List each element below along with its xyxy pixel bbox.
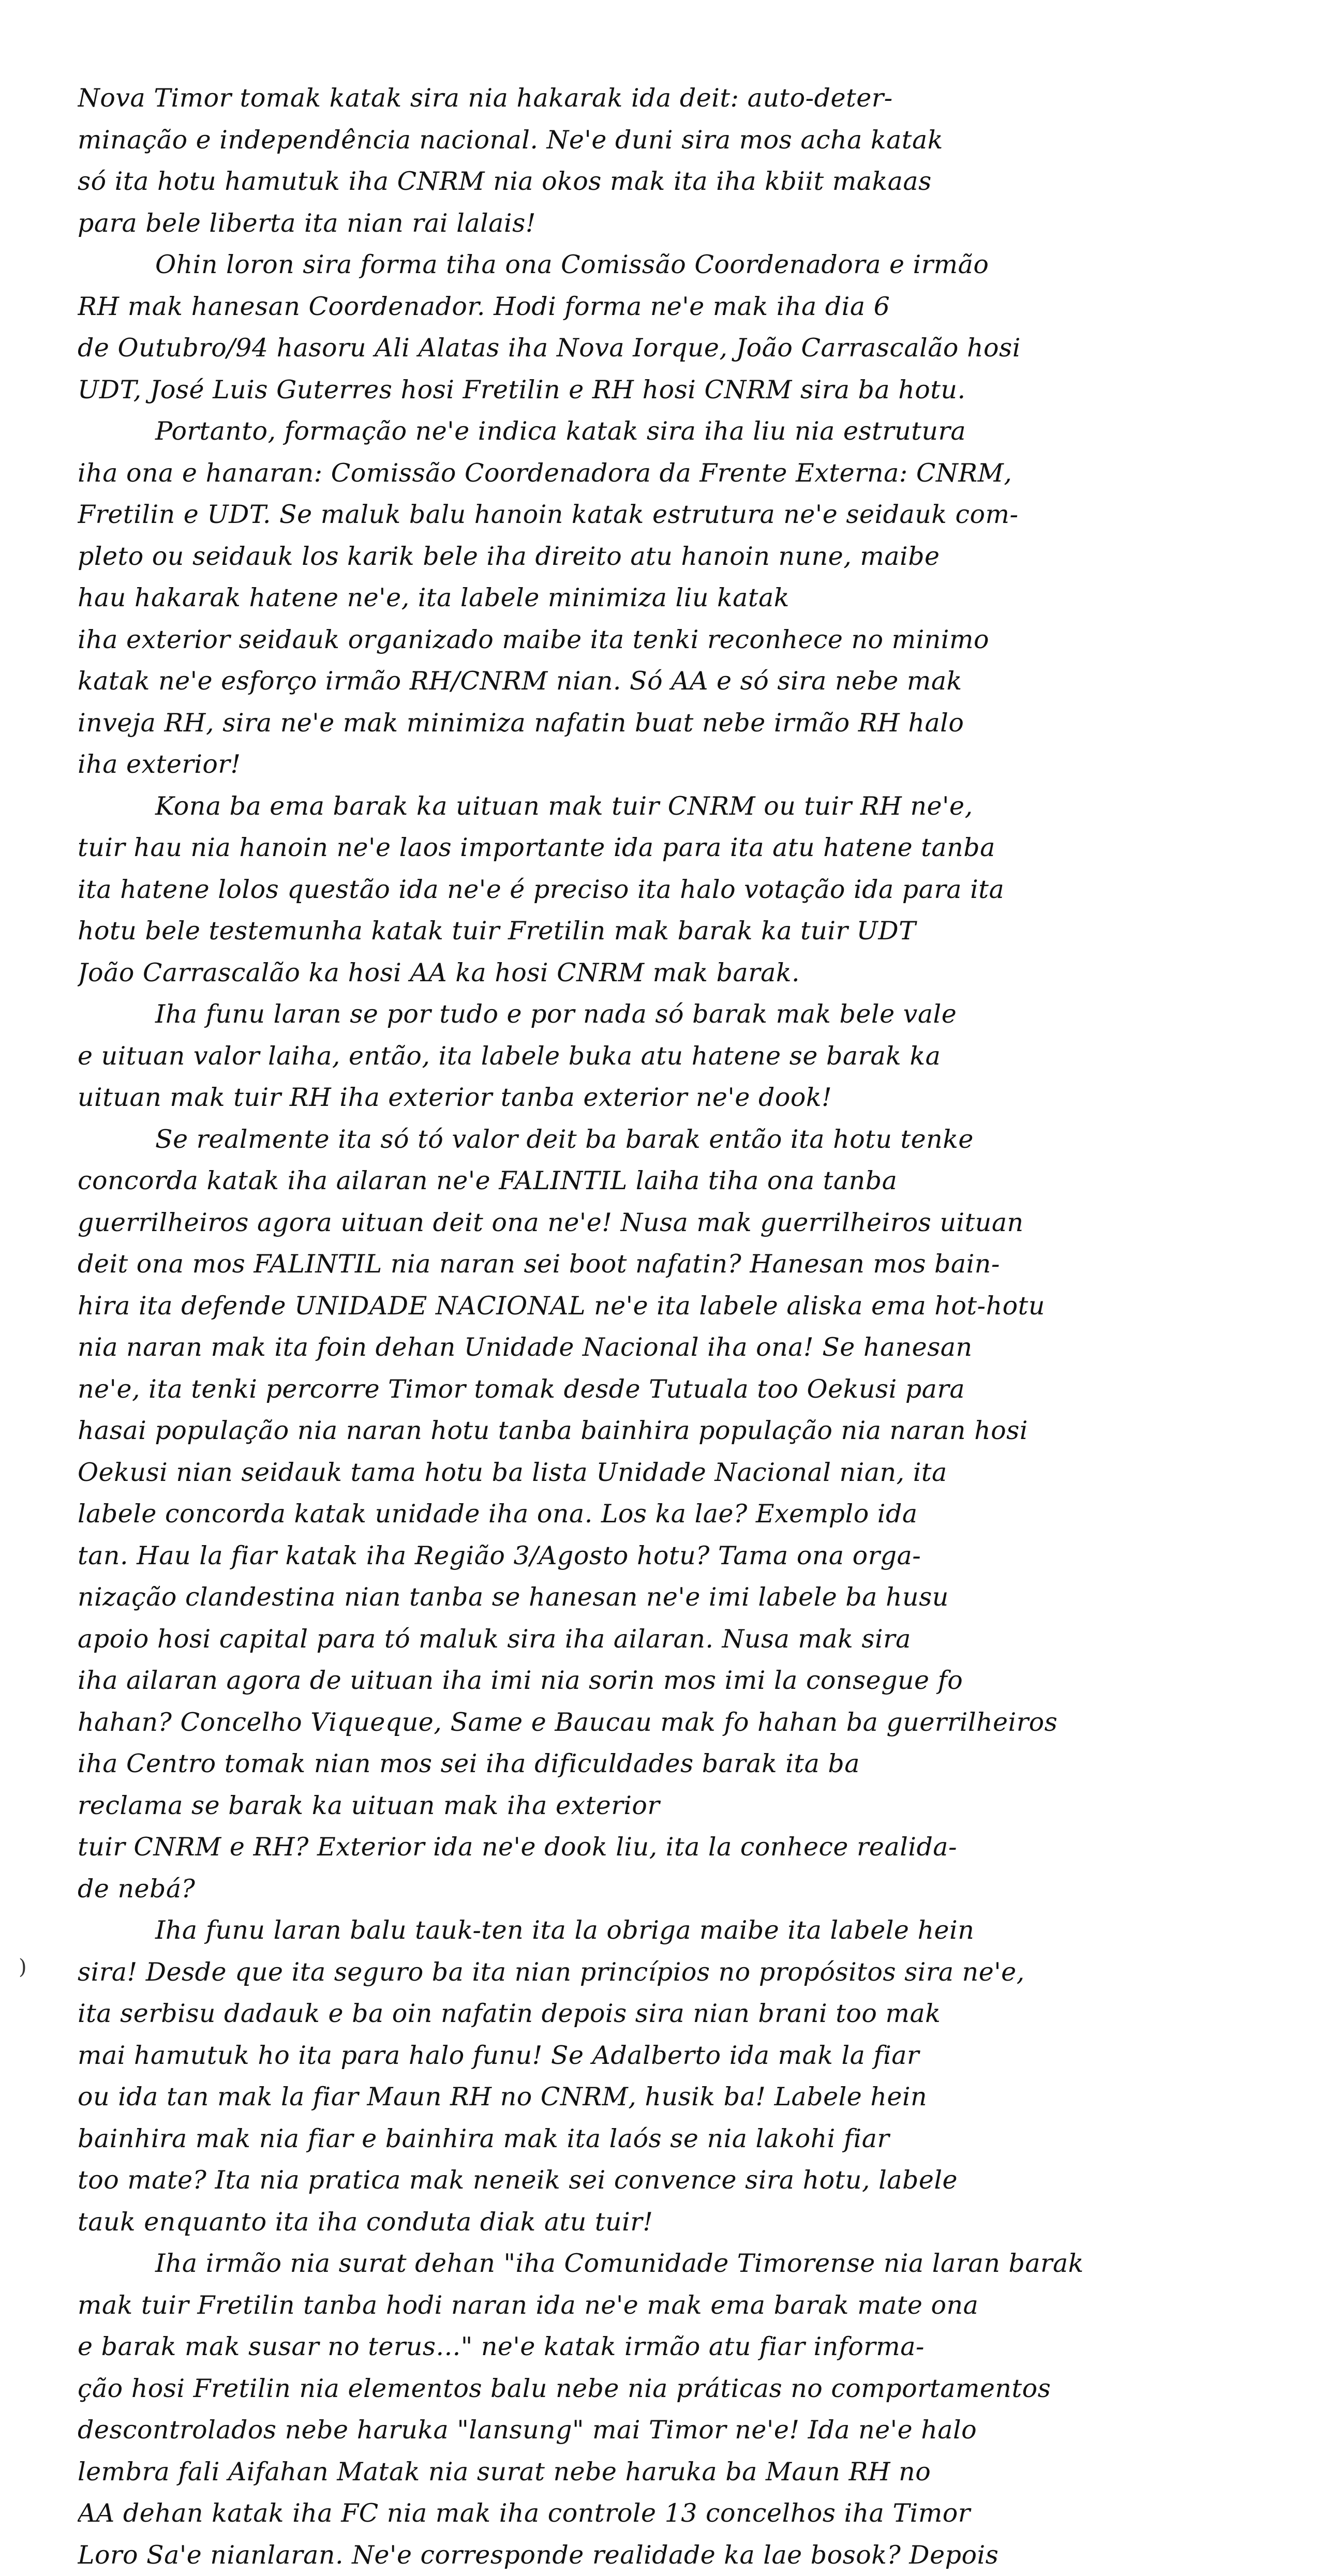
text-line: katak ne'e esforço irmão RH/CNRM nian. Só AA e só sira nebe mak [78, 661, 1185, 702]
text-line: Oekusi nian seidauk tama hotu ba lista Unidade Nacional nian, ita [78, 1452, 1185, 1494]
text-line: concorda katak iha ailaran ne'e FALINTIL laiha tiha ona tanba [78, 1160, 1185, 1202]
text-line: UDT, José Luis Guterres hosi Fretilin e RH hosi CNRM sira ba hotu. [78, 369, 1185, 411]
text-line: AA dehan katak iha FC nia mak iha controle 13 concelhos iha Timor [78, 2493, 1185, 2535]
text-line: Nova Timor tomak katak sira nia hakarak ida deit: auto-deter- [78, 78, 1185, 119]
text-line: para bele liberta ita nian rai lalais! [78, 203, 1185, 245]
text-line: minação e independência nacional. Ne'e duni sira mos acha katak [78, 119, 1185, 161]
text-line: Kona ba ema barak ka uituan mak tuir CNRM ou tuir RH ne'e, [78, 786, 1185, 828]
text-line: Loro Sa'e nianlaran. Ne'e corresponde realidade ka lae bosok? Depois [78, 2535, 1185, 2576]
text-line: iha exterior seidauk organizado maibe ita tenki reconhece no minimo [78, 619, 1185, 661]
text-line: labele concorda katak unidade iha ona. Los ka lae? Exemplo ida [78, 1493, 1185, 1535]
text-line: descontrolados nebe haruka "lansung" mai Timor ne'e! Ida ne'e halo [78, 2409, 1185, 2451]
text-line: reclama se barak ka uituan mak iha exterior [78, 1785, 1185, 1827]
text-line: Portanto, formação ne'e indica katak sira iha liu nia estrutura [78, 411, 1185, 453]
text-line: ne'e, ita tenki percorre Timor tomak desde Tutuala too Oekusi para [78, 1369, 1185, 1411]
text-line: Fretilin e UDT. Se maluk balu hanoin katak estrutura ne'e seidauk com- [78, 494, 1185, 536]
text-line: hau hakarak hatene ne'e, ita labele minimiza liu katak [78, 577, 1185, 619]
text-line: lembra fali Aifahan Matak nia surat nebe haruka ba Maun RH no [78, 2451, 1185, 2493]
text-line: Iha funu laran se por tudo e por nada só barak mak bele vale [78, 994, 1185, 1036]
text-line: inveja RH, sira ne'e mak minimiza nafatin buat nebe irmão RH halo [78, 702, 1185, 744]
text-line: iha Centro tomak nian mos sei iha dificuldades barak ita ba [78, 1743, 1185, 1785]
text-line: tuir CNRM e RH? Exterior ida ne'e dook liu, ita la conhece realida- [78, 1826, 1185, 1868]
text-line: nia naran mak ita foin dehan Unidade Nacional iha ona! Se hanesan [78, 1327, 1185, 1369]
text-line: ita hatene lolos questão ida ne'e é preciso ita halo votação ida para ita [78, 869, 1185, 911]
text-line: iha ona e hanaran: Comissão Coordenadora da Frente Externa: CNRM, [78, 453, 1185, 495]
text-line: too mate? Ita nia pratica mak neneik sei convence sira hotu, labele [78, 2160, 1185, 2201]
text-line: ção hosi Fretilin nia elementos balu nebe nia práticas no comportamentos [78, 2368, 1185, 2410]
text-line: deit ona mos FALINTIL nia naran sei boot nafatin? Hanesan mos bain- [78, 1244, 1185, 1285]
text-line: Se realmente ita só tó valor deit ba barak então ita hotu tenke [78, 1119, 1185, 1161]
text-line: ita serbisu dadauk e ba oin nafatin depois sira nian brani too mak [78, 1993, 1185, 2035]
text-line: RH mak hanesan Coordenador. Hodi forma ne'e mak iha dia 6 [78, 286, 1185, 328]
text-line: sira! Desde que ita seguro ba ita nian princípios no propósitos sira ne'e, [78, 1952, 1185, 1994]
text-line: bainhira mak nia fiar e bainhira mak ita laós se nia lakohi fiar [78, 2118, 1185, 2160]
text-line: de Outubro/94 hasoru Ali Alatas iha Nova Iorque, João Carrascalão hosi [78, 327, 1185, 369]
text-line: Iha irmão nia surat dehan "iha Comunidade Timorense nia laran barak [78, 2243, 1185, 2285]
text-line: hira ita defende UNIDADE NACIONAL ne'e ita labele aliska ema hot-hotu [78, 1285, 1185, 1327]
text-line: nização clandestina nian tanba se hanesan ne'e imi labele ba husu [78, 1577, 1185, 1619]
text-line: mak tuir Fretilin tanba hodi naran ida ne'e mak ema barak mate ona [78, 2285, 1185, 2327]
text-line: iha exterior! [78, 744, 1185, 786]
text-line: guerrilheiros agora uituan deit ona ne'e! Nusa mak guerrilheiros uituan [78, 1202, 1185, 1244]
text-line: pleto ou seidauk los karik bele iha direito atu hanoin nune, maibe [78, 536, 1185, 578]
text-line: de nebá? [78, 1868, 1185, 1910]
text-line: só ita hotu hamutuk iha CNRM nia okos mak ita iha kbiit makaas [78, 161, 1185, 203]
text-line: tan. Hau la fiar katak iha Região 3/Agosto hotu? Tama ona orga- [78, 1535, 1185, 1577]
text-line: iha ailaran agora de uituan iha imi nia sorin mos imi la consegue fo [78, 1660, 1185, 1702]
text-line: hahan? Concelho Viqueque, Same e Baucau mak fo hahan ba guerrilheiros [78, 1702, 1185, 1744]
text-line: hotu bele testemunha katak tuir Fretilin mak barak ka tuir UDT [78, 910, 1185, 952]
text-line: João Carrascalão ka hosi AA ka hosi CNRM mak barak. [78, 952, 1185, 994]
letter-body [78, 78, 1185, 2576]
margin-mark: ) [19, 1955, 27, 1979]
text-line: hasai população nia naran hotu tanba bainhira população nia naran hosi [78, 1410, 1185, 1452]
text-line: tuir hau nia hanoin ne'e laos importante ida para ita atu hatene tanba [78, 827, 1185, 869]
text-line: Iha funu laran balu tauk-ten ita la obriga maibe ita labele hein [78, 1910, 1185, 1952]
text-line: Ohin loron sira forma tiha ona Comissão Coordenadora e irmão [78, 244, 1185, 286]
text-line: mai hamutuk ho ita para halo funu! Se Adalberto ida mak la fiar [78, 2035, 1185, 2077]
text-line: e barak mak susar no terus..." ne'e katak irmão atu fiar informa- [78, 2326, 1185, 2368]
text-line: tauk enquanto ita iha conduta diak atu tuir! [78, 2201, 1185, 2243]
text-line: uituan mak tuir RH iha exterior tanba exterior ne'e dook! [78, 1077, 1185, 1119]
text-line: apoio hosi capital para tó maluk sira iha ailaran. Nusa mak sira [78, 1619, 1185, 1660]
text-line: ou ida tan mak la fiar Maun RH no CNRM, husik ba! Labele hein [78, 2076, 1185, 2118]
text-line: e uituan valor laiha, então, ita labele buka atu hatene se barak ka [78, 1036, 1185, 1077]
